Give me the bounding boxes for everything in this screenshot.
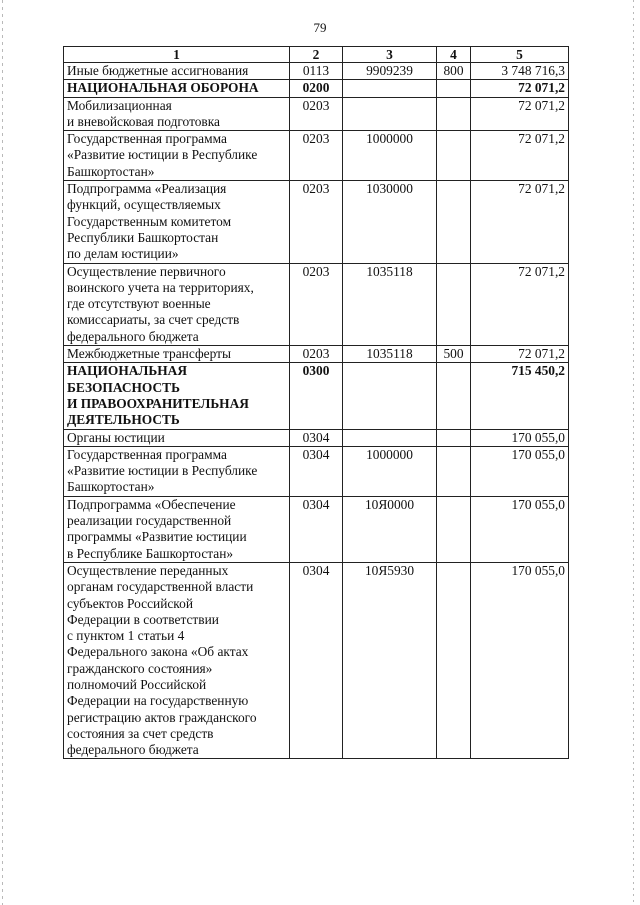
page-number: 79 <box>313 20 327 35</box>
cell-target: 10Я0000 <box>343 496 437 562</box>
cell-name-line: И ПРАВООХРАНИТЕЛЬНАЯ <box>67 395 249 411</box>
table-row <box>64 446 569 496</box>
cell-target: 9909239 <box>343 63 437 80</box>
cell-section: 0304 <box>290 429 343 446</box>
cell-name-line: федерального бюджета <box>67 328 199 344</box>
cell-expense-type <box>437 363 471 429</box>
cell-target <box>343 429 437 446</box>
cell-expense-type <box>437 131 471 181</box>
cell-name-line: по делам юстиции» <box>67 246 179 262</box>
cell-sum: 170 055,0 <box>471 429 569 446</box>
table-row <box>64 562 569 759</box>
cell-name-line: Республики Башкортостан <box>67 229 219 245</box>
table-row <box>64 496 569 562</box>
cell-section: 0304 <box>290 496 343 562</box>
table-header-row <box>64 47 569 63</box>
cell-section: 0200 <box>290 80 343 97</box>
table-row <box>64 63 569 80</box>
cell-name <box>64 562 290 759</box>
cell-name-line: ДЕЯТЕЛЬНОСТЬ <box>67 412 180 428</box>
table-row <box>64 80 569 97</box>
cell-expense-type: 500 <box>437 346 471 363</box>
cell-sum: 715 450,2 <box>471 363 569 429</box>
cell-target <box>343 363 437 429</box>
cell-name-line: программы «Развитие юстиции <box>67 529 247 545</box>
cell-name-line: воинского учета на территориях, <box>67 279 254 295</box>
table-row <box>64 181 569 263</box>
cell-target: 1000000 <box>343 131 437 181</box>
cell-target <box>343 80 437 97</box>
cell-name-line: регистрацию актов гражданского <box>67 709 257 725</box>
cell-target: 10Я5930 <box>343 562 437 759</box>
cell-name-line: Подпрограмма «Реализация <box>67 181 227 197</box>
cell-expense-type: 800 <box>437 63 471 80</box>
table-row <box>64 131 569 181</box>
budget-table <box>63 46 569 759</box>
cell-name-line: Башкортостан» <box>67 163 155 179</box>
cell-expense-type <box>437 97 471 131</box>
cell-name-line: состояния за счет средств <box>67 725 214 741</box>
budget-table-body <box>64 47 569 759</box>
column-header-target: 3 <box>343 47 437 63</box>
cell-name-line: НАЦИОНАЛЬНАЯ ОБОРОНА <box>67 80 259 96</box>
cell-name <box>64 97 290 131</box>
cell-name <box>64 263 290 345</box>
cell-expense-type <box>437 446 471 496</box>
cell-name <box>64 429 290 446</box>
cell-target: 1000000 <box>343 446 437 496</box>
cell-section: 0304 <box>290 562 343 759</box>
cell-name-line: федерального бюджета <box>67 742 199 758</box>
cell-sum: 72 071,2 <box>471 97 569 131</box>
cell-section: 0203 <box>290 346 343 363</box>
cell-name <box>64 346 290 363</box>
table-row <box>64 363 569 429</box>
cell-name-line: Федерации в соответствии <box>67 611 219 627</box>
column-header-name: 1 <box>64 47 290 63</box>
cell-section: 0304 <box>290 446 343 496</box>
cell-section: 0113 <box>290 63 343 80</box>
cell-sum: 72 071,2 <box>471 346 569 363</box>
cell-name <box>64 363 290 429</box>
cell-section: 0203 <box>290 97 343 131</box>
cell-target: 1030000 <box>343 181 437 263</box>
cell-name-line: реализации государственной <box>67 513 232 529</box>
cell-name-line: органам государственной власти <box>67 579 254 595</box>
cell-name-line: Мобилизационная <box>67 97 172 113</box>
cell-name <box>64 80 290 97</box>
column-header-sum: 5 <box>471 47 569 63</box>
cell-sum: 170 055,0 <box>471 446 569 496</box>
cell-name-line: где отсутствуют военные <box>67 296 211 312</box>
cell-name-line: Подпрограмма «Обеспечение <box>67 496 236 512</box>
cell-name-line: Иные бюджетные ассигнования <box>67 63 249 78</box>
cell-name-line: Осуществление переданных <box>67 562 229 578</box>
cell-expense-type <box>437 496 471 562</box>
cell-name <box>64 181 290 263</box>
cell-sum: 3 748 716,3 <box>471 63 569 80</box>
cell-sum: 72 071,2 <box>471 263 569 345</box>
cell-expense-type <box>437 429 471 446</box>
cell-name-line: и вневойсковая подготовка <box>67 113 221 129</box>
cell-target <box>343 97 437 131</box>
cell-sum: 170 055,0 <box>471 562 569 759</box>
cell-name <box>64 63 290 80</box>
cell-name-line: БЕЗОПАСНОСТЬ <box>67 379 180 395</box>
cell-expense-type <box>437 181 471 263</box>
cell-name-line: Органы юстиции <box>67 429 165 445</box>
cell-name <box>64 496 290 562</box>
cell-section: 0300 <box>290 363 343 429</box>
cell-section: 0203 <box>290 181 343 263</box>
cell-name-line: Государственным комитетом <box>67 213 232 229</box>
scan-edge-right <box>633 0 634 905</box>
cell-name-line: функций, осуществляемых <box>67 197 221 213</box>
cell-sum: 72 071,2 <box>471 181 569 263</box>
cell-sum: 170 055,0 <box>471 496 569 562</box>
cell-name-line: «Развитие юстиции в Республике <box>67 463 258 479</box>
cell-name-line: в Республике Башкортостан» <box>67 545 234 561</box>
cell-target: 1035118 <box>343 263 437 345</box>
table-row <box>64 263 569 345</box>
cell-sum: 72 071,2 <box>471 131 569 181</box>
table-row <box>64 429 569 446</box>
cell-name-line: НАЦИОНАЛЬНАЯ <box>67 363 188 379</box>
column-header-expense-type: 4 <box>437 47 471 63</box>
cell-name-line: Федерального закона «Об актах <box>67 644 249 660</box>
cell-name <box>64 446 290 496</box>
cell-name-line: с пунктом 1 статьи 4 <box>67 628 185 644</box>
table-row <box>64 346 569 363</box>
cell-name-line: гражданского состояния» <box>67 660 213 676</box>
cell-name-line: Государственная программа <box>67 446 227 462</box>
cell-sum: 72 071,2 <box>471 80 569 97</box>
cell-name <box>64 131 290 181</box>
cell-section: 0203 <box>290 263 343 345</box>
cell-expense-type <box>437 80 471 97</box>
cell-name-line: Межбюджетные трансферты <box>67 346 231 362</box>
cell-name-line: Осуществление первичного <box>67 263 226 279</box>
scan-edge-left <box>2 0 3 905</box>
cell-expense-type <box>437 562 471 759</box>
column-header-section: 2 <box>290 47 343 63</box>
table-row <box>64 97 569 131</box>
cell-name-line: Государственная программа <box>67 131 227 147</box>
cell-name-line: субъектов Российской <box>67 595 193 611</box>
cell-name-line: комиссариаты, за счет средств <box>67 312 240 328</box>
cell-name-line: полномочий Российской <box>67 676 207 692</box>
cell-expense-type <box>437 263 471 345</box>
cell-target: 1035118 <box>343 346 437 363</box>
cell-name-line: «Развитие юстиции в Республике <box>67 147 258 163</box>
cell-section: 0203 <box>290 131 343 181</box>
cell-name-line: Федерации на государственную <box>67 693 249 709</box>
cell-name-line: Башкортостан» <box>67 479 155 495</box>
